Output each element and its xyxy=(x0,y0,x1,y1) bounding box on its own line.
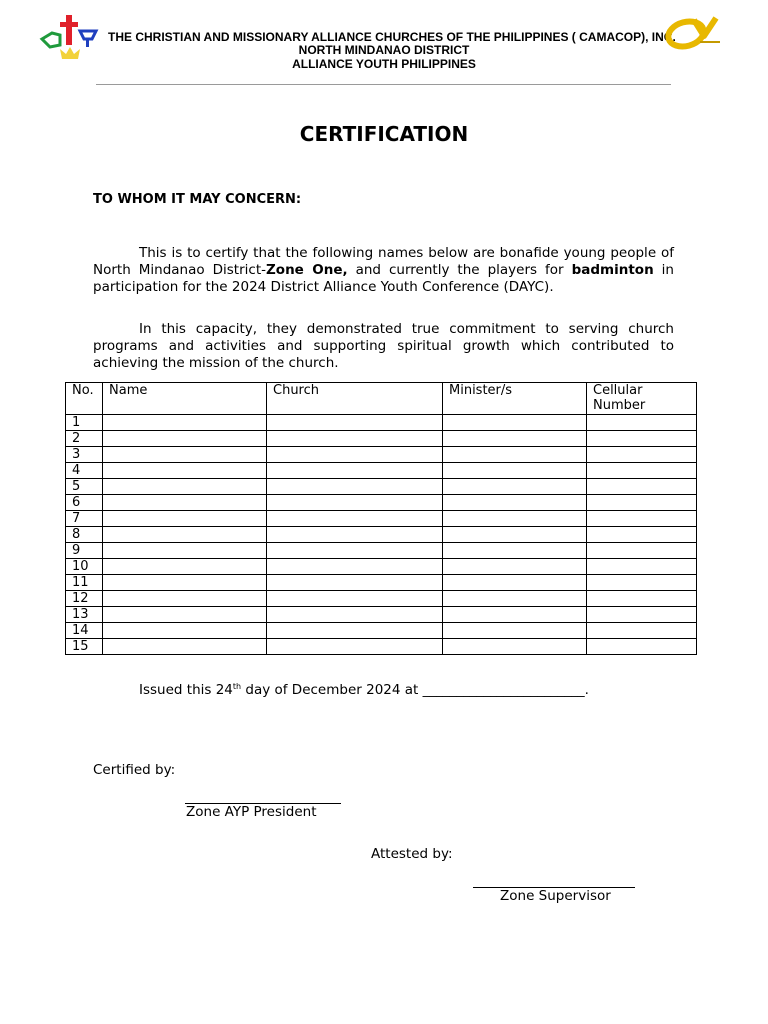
issued-prefix: Issued this 24 xyxy=(139,682,233,698)
minister-cell[interactable] xyxy=(443,607,587,623)
cellular-cell[interactable] xyxy=(587,591,697,607)
column-header-minister: Minister/s xyxy=(443,383,587,415)
minister-cell[interactable] xyxy=(443,575,587,591)
name-cell[interactable] xyxy=(103,479,267,495)
minister-cell[interactable] xyxy=(443,591,587,607)
issued-rest: day of December 2024 at ________________________. xyxy=(241,682,589,698)
church-cell[interactable] xyxy=(267,495,443,511)
row-number: 8 xyxy=(66,527,103,543)
table-row xyxy=(66,479,697,495)
column-header-no: No. xyxy=(66,383,103,415)
cellular-cell[interactable] xyxy=(587,431,697,447)
table-row xyxy=(66,447,697,463)
name-cell[interactable] xyxy=(103,527,267,543)
table-row xyxy=(66,463,697,479)
table-row xyxy=(66,431,697,447)
name-cell[interactable] xyxy=(103,559,267,575)
cellular-cell[interactable] xyxy=(587,463,697,479)
header-divider xyxy=(96,84,671,85)
minister-cell[interactable] xyxy=(443,559,587,575)
cellular-cell[interactable] xyxy=(587,559,697,575)
column-header-cellular: Cellular Number xyxy=(587,383,697,415)
table-row xyxy=(66,495,697,511)
name-cell[interactable] xyxy=(103,575,267,591)
table-row xyxy=(66,511,697,527)
table-row xyxy=(66,415,697,431)
cellular-cell[interactable] xyxy=(587,511,697,527)
row-number: 7 xyxy=(66,511,103,527)
church-cell[interactable] xyxy=(267,575,443,591)
minister-cell[interactable] xyxy=(443,479,587,495)
row-number: 3 xyxy=(66,447,103,463)
certified-by-label: Certified by: xyxy=(93,762,176,778)
name-cell[interactable] xyxy=(103,495,267,511)
row-number: 10 xyxy=(66,559,103,575)
minister-cell[interactable] xyxy=(443,447,587,463)
row-number: 2 xyxy=(66,431,103,447)
name-cell[interactable] xyxy=(103,591,267,607)
row-number: 6 xyxy=(66,495,103,511)
issued-ordinal: th xyxy=(232,682,242,691)
row-number: 14 xyxy=(66,623,103,639)
table-row xyxy=(66,639,697,655)
minister-cell[interactable] xyxy=(443,527,587,543)
cellular-cell[interactable] xyxy=(587,607,697,623)
cellular-cell[interactable] xyxy=(587,495,697,511)
attested-by-label: Attested by: xyxy=(371,846,453,862)
table-row xyxy=(66,623,697,639)
issued-statement xyxy=(139,682,589,698)
zone-name: Zone One, xyxy=(266,262,348,278)
name-cell[interactable] xyxy=(103,463,267,479)
row-number: 15 xyxy=(66,639,103,655)
ministry-name: ALLIANCE YOUTH PHILIPPINES xyxy=(292,57,476,71)
row-number: 1 xyxy=(66,415,103,431)
church-cell[interactable] xyxy=(267,511,443,527)
district-name: NORTH MINDANAO DISTRICT xyxy=(298,43,470,57)
para1-middle: and currently the players for xyxy=(347,262,572,278)
church-cell[interactable] xyxy=(267,479,443,495)
table-row xyxy=(66,575,697,591)
church-cell[interactable] xyxy=(267,527,443,543)
church-cell[interactable] xyxy=(267,463,443,479)
column-header-name: Name xyxy=(103,383,267,415)
row-number: 4 xyxy=(66,463,103,479)
cellular-cell[interactable] xyxy=(587,623,697,639)
minister-cell[interactable] xyxy=(443,623,587,639)
church-cell[interactable] xyxy=(267,559,443,575)
minister-cell[interactable] xyxy=(443,463,587,479)
minister-cell[interactable] xyxy=(443,511,587,527)
document-title: CERTIFICATION xyxy=(299,122,469,146)
row-number: 13 xyxy=(66,607,103,623)
name-cell[interactable] xyxy=(103,607,267,623)
name-cell[interactable] xyxy=(103,543,267,559)
org-name: THE CHRISTIAN AND MISSIONARY ALLIANCE CHURCHES OF THE PHILIPPINES ( CAMACOP), INC. xyxy=(108,30,676,44)
sport-name: badminton xyxy=(571,262,654,278)
row-number: 5 xyxy=(66,479,103,495)
cellular-cell[interactable] xyxy=(587,479,697,495)
table-header-row xyxy=(66,383,697,415)
minister-cell[interactable] xyxy=(443,639,587,655)
church-cell[interactable] xyxy=(267,591,443,607)
table-row xyxy=(66,543,697,559)
cellular-cell[interactable] xyxy=(587,575,697,591)
cellular-cell[interactable] xyxy=(587,527,697,543)
church-cell[interactable] xyxy=(267,415,443,431)
supervisor-title: Zone Supervisor xyxy=(500,888,611,904)
player-roster-table xyxy=(65,382,697,655)
para1-end: in participation for the 2024 District Alliance Youth Conference (DAYC). xyxy=(93,262,674,295)
row-number: 9 xyxy=(66,543,103,559)
row-number: 12 xyxy=(66,591,103,607)
table-row xyxy=(66,559,697,575)
church-cell[interactable] xyxy=(267,607,443,623)
cellular-cell[interactable] xyxy=(587,639,697,655)
certification-paragraph xyxy=(93,245,674,296)
minister-cell[interactable] xyxy=(443,415,587,431)
commitment-paragraph: In this capacity, they demonstrated true commitment to serving church programs and activities and supporting spiritual growth which contributed to achieving the mission of the church. xyxy=(93,321,674,371)
table-row xyxy=(66,591,697,607)
cellular-cell[interactable] xyxy=(587,415,697,431)
table-row xyxy=(66,607,697,623)
church-cell[interactable] xyxy=(267,623,443,639)
church-cell[interactable] xyxy=(267,543,443,559)
cellular-cell[interactable] xyxy=(587,543,697,559)
church-cell[interactable] xyxy=(267,447,443,463)
church-cell[interactable] xyxy=(267,431,443,447)
cellular-cell[interactable] xyxy=(587,447,697,463)
name-cell[interactable] xyxy=(103,511,267,527)
name-cell[interactable] xyxy=(103,639,267,655)
row-number: 11 xyxy=(66,575,103,591)
column-header-church: Church xyxy=(267,383,443,415)
name-cell[interactable] xyxy=(103,415,267,431)
salutation: TO WHOM IT MAY CONCERN: xyxy=(93,192,302,207)
president-title: Zone AYP President xyxy=(186,804,317,820)
para1-intro: This is to certify that the following names below are bonafide young people of North Mindanao District- xyxy=(93,245,674,278)
table-row xyxy=(66,527,697,543)
church-cell[interactable] xyxy=(267,639,443,655)
name-cell[interactable] xyxy=(103,447,267,463)
ayp-logo-icon xyxy=(664,14,722,50)
name-cell[interactable] xyxy=(103,431,267,447)
minister-cell[interactable] xyxy=(443,431,587,447)
minister-cell[interactable] xyxy=(443,543,587,559)
name-cell[interactable] xyxy=(103,623,267,639)
minister-cell[interactable] xyxy=(443,495,587,511)
